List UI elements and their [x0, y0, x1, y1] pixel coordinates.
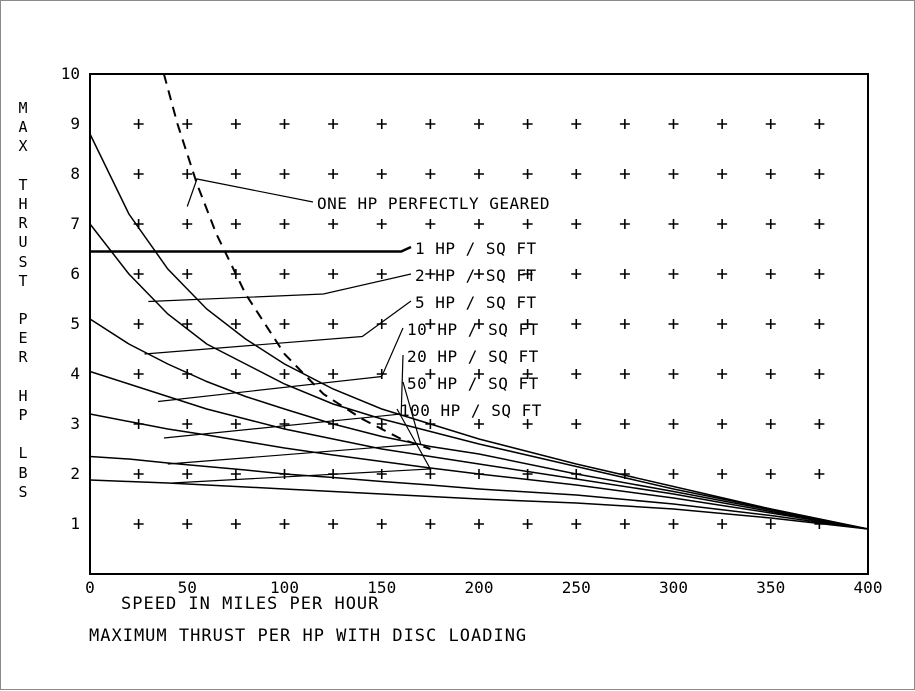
annotation-one-hp-perfectly-geared: ONE HP PERFECTLY GEARED [317, 194, 551, 213]
x-axis-tick-label: 150 [367, 578, 397, 597]
y-axis-tick-label: 2 [70, 464, 80, 483]
y-axis-title-letter: B [18, 463, 28, 482]
series-label-10-hp-sq-ft: 10 HP / SQ FT [407, 320, 539, 339]
series-label-1-hp-sq-ft: 1 HP / SQ FT [415, 239, 537, 258]
x-axis-tick-label: 300 [659, 578, 688, 597]
y-axis-title-letter: T [18, 175, 28, 194]
y-axis-tick-label: 1 [70, 514, 80, 533]
y-axis-title-letter: X [18, 137, 28, 156]
series-label-50-hp-sq-ft: 50 HP / SQ FT [407, 374, 539, 393]
y-axis-title-letter: S [18, 252, 28, 271]
series-label-2-hp-sq-ft: 2 HP / SQ FT [415, 266, 537, 285]
y-axis-title-letter: S [18, 482, 28, 501]
y-axis-tick-label: 10 [60, 64, 80, 83]
y-axis-tick-label: 3 [70, 414, 80, 433]
y-axis-title-letter: M [18, 99, 28, 117]
y-axis-title-letter: E [18, 329, 28, 348]
y-axis-tick-label: 8 [70, 164, 80, 183]
chart-caption: MAXIMUM THRUST PER HP WITH DISC LOADING [89, 626, 528, 646]
x-axis-tick-label: 250 [561, 578, 591, 597]
series-label-20-hp-sq-ft: 20 HP / SQ FT [407, 347, 539, 366]
y-axis-title-letter: P [18, 406, 28, 424]
y-axis-title-letter: R [18, 348, 28, 367]
y-axis-title-letter: U [18, 233, 28, 252]
x-axis-tick-label: 0 [85, 578, 95, 597]
x-axis-tick-label: 350 [756, 578, 786, 597]
y-axis-title-letter: P [18, 310, 28, 329]
series-label-100-hp-sq-ft: 100 HP / SQ FT [400, 401, 542, 420]
series-curve [90, 457, 868, 530]
y-axis-tick-label: 5 [70, 314, 80, 333]
x-axis-tick-label: 400 [853, 578, 883, 597]
y-axis-title-letter: H [18, 194, 28, 213]
y-axis-title-letter: R [18, 214, 28, 233]
series-label-5-hp-sq-ft: 5 HP / SQ FT [415, 293, 537, 312]
y-axis-title-letter: H [18, 386, 28, 405]
x-axis-tick-label: 50 [177, 578, 197, 597]
y-axis-title-letter: L [18, 444, 28, 463]
y-axis-tick-label: 6 [70, 264, 80, 283]
y-axis-tick-label: 4 [70, 364, 80, 383]
y-axis-title-letter: T [18, 271, 28, 290]
x-axis-title: SPEED IN MILES PER HOUR [121, 594, 380, 614]
y-axis-title-letter: A [18, 118, 28, 137]
x-axis-tick-label: 100 [270, 578, 299, 597]
y-axis-tick-label: 9 [70, 114, 80, 133]
x-axis-tick-label: 200 [464, 578, 494, 597]
y-axis-tick-label: 7 [70, 214, 80, 233]
series-curve [164, 74, 431, 449]
